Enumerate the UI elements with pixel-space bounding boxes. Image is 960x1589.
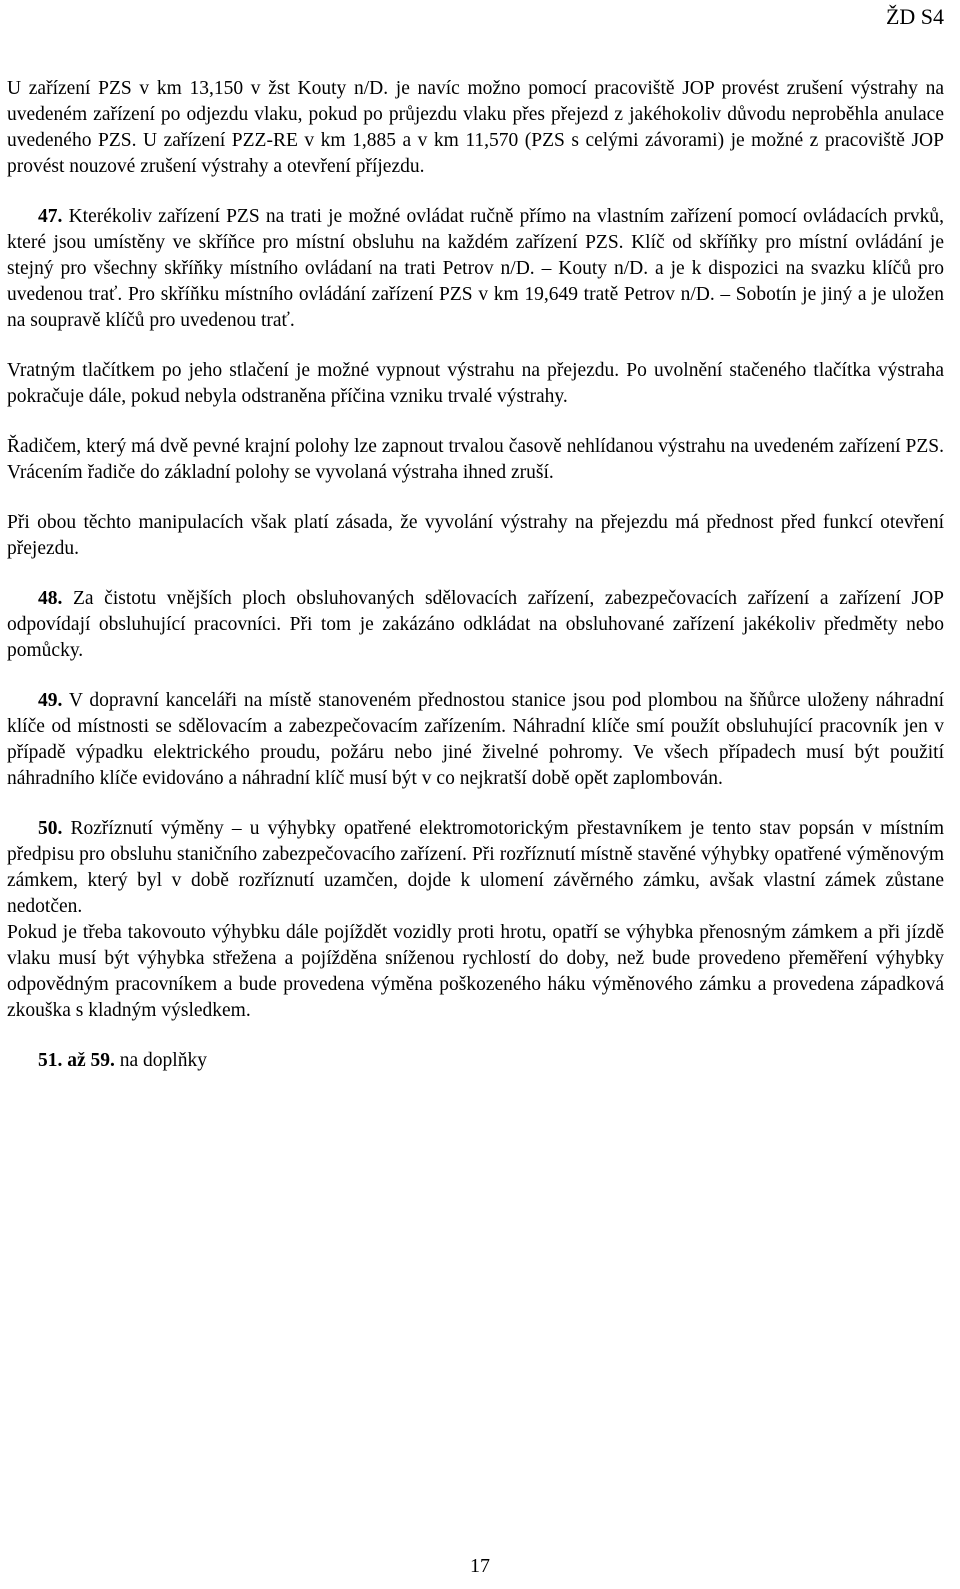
paragraph-49 <box>7 688 944 792</box>
paragraph-radic <box>7 434 944 486</box>
paragraph-text: Kterékoliv zařízení PZS na trati je možné ovládat ručně přímo na vlastním zařízení pomocí ovládacích prvků, které jsou umístěny ve skříňce pro místní obsluhu na každém zařízení PZS. Klíč od skříňky pro místní ovládání je stejný pro všechny skříňky místního ovládaní na trati Petrov n/D. – Kouty n/D. a je k dispozici na svazku klíčů pro uvedenou trať. Pro skříňku místního ovládání zařízení PZS v km 19,649 tratě Petrov n/D. – Sobotín je jiný a je uložen na soupravě klíčů pro uvedenou trať. <box>7 206 944 331</box>
paragraph-number: 49. <box>38 690 63 711</box>
paragraph-text: Vratným tlačítkem po jeho stlačení je možné vypnout výstrahu na přejezdu. Po uvolnění stačeného tlačítka výstraha pokračuje dále, pokud nebyla odstraněna příčina vzniku trvalé výstrahy. <box>7 360 944 407</box>
paragraph-zasada <box>7 510 944 562</box>
page-number: 17 <box>470 1555 490 1577</box>
paragraph-number: 47. <box>38 206 63 227</box>
paragraph-47 <box>7 204 944 334</box>
paragraph-number: 51. až 59. <box>38 1050 115 1071</box>
document-body <box>7 76 944 1074</box>
paragraph-text: Pokud je třeba takovouto výhybku dále pojíždět vozidly proti hrotu, opatří se výhybka přenosným zámkem a při jízdě vlaku musí být výhybka střežena a pojížděna sníženou rychlostí do doby, než bude provedeno přeměření výhybky odpovědným pracovníkem a bude provedena výměna poškozeného háku výměnového zámku a provedena západková zkouška s kladným výsledkem. <box>7 922 944 1021</box>
paragraph-48 <box>7 586 944 664</box>
paragraph-number: 48. <box>38 588 63 609</box>
paragraph-text: V dopravní kanceláři na místě stanoveném přednostou stanice jsou pod plombou na šňůrce uloženy náhradní klíče od místnosti se sdělovacím a zabezpečovacím zařízením. Náhradní klíče smí použít obsluhující pracovník jen v případě výpadku elektrického proudu, požáru nebo jiné živelné pohromy. Ve všech případech musí být použití náhradního klíče evidováno a náhradní klíč musí být v co nejkratší době opět zaplombován. <box>7 690 944 789</box>
paragraph-text: na doplňky <box>119 1050 207 1071</box>
document-code: ŽD S4 <box>885 4 944 29</box>
paragraph-50-continued <box>7 920 944 1024</box>
paragraph-51-59 <box>7 1048 944 1074</box>
paragraph-text: Při obou těchto manipulacích však platí zásada, že vyvolání výstrahy na přejezdu má přednost před funkcí otevření přejezdu. <box>7 512 944 559</box>
paragraph-text: U zařízení PZS v km 13,150 v žst Kouty n/D. je navíc možno pomocí pracoviště JOP provést zrušení výstrahy na uvedeném zařízení po odjezdu vlaku, pokud po průjezdu vlaku přes přejezd z jakéhokoliv důvodu neproběhla anulace uvedeného PZS. U zařízení PZZ-RE v km 1,885 a v km 11,570 (PZS s celými závorami) je možné z pracoviště JOP provést nouzové zrušení výstrahy a otevření příjezdu. <box>7 78 944 177</box>
paragraph-text: Řadičem, který má dvě pevné krajní polohy lze zapnout trvalou časově nehlídanou výstrahu na uvedeném zařízení PZS. Vrácením řadiče do základní polohy se vyvolaná výstraha ihned zruší. <box>7 436 944 483</box>
paragraph-text: Rozříznutí výměny – u výhybky opatřené elektromotorickým přestavníkem je tento stav popsán v místním předpisu pro obsluhu staničního zabezpečovacího zařízení. Při rozříznutí místně stavěné výhybky opatřené výměnovým zámkem, který byl v době rozříznutí uzamčen, dojde k ulomení závěrného zámku, avšak vlastní zámek zůstane nedotčen. <box>7 818 944 917</box>
paragraph-number: 50. <box>38 818 63 839</box>
paragraph-vratne-tlacitko <box>7 358 944 410</box>
paragraph-text: Za čistotu vnějších ploch obsluhovaných sdělovacích zařízení, zabezpečovacích zařízení a zařízení JOP odpovídají obsluhující pracovníci. Při tom je zakázáno odkládat na obsluhované zařízení jakékoliv předměty nebo pomůcky. <box>7 588 945 661</box>
paragraph-intro <box>7 76 944 180</box>
paragraph-50 <box>7 816 944 920</box>
